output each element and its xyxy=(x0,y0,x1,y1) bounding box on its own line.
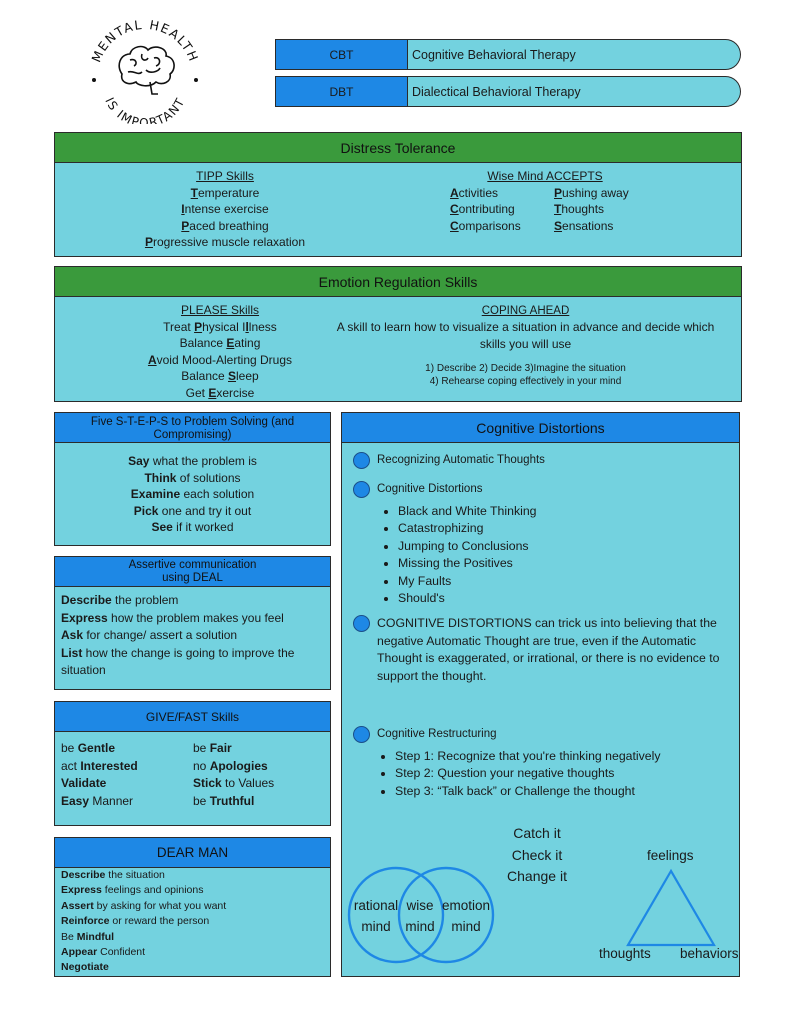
logo-top-text: MENTAL HEALTH xyxy=(88,16,202,65)
givefast-panel xyxy=(54,731,331,826)
accepts-item: Contributing xyxy=(450,202,515,216)
distress-tolerance-header xyxy=(54,132,742,163)
triangle-thoughts-label: thoughts xyxy=(599,946,651,961)
triangle-feelings-label: feelings xyxy=(647,848,694,863)
dearman-item: Be Mindful xyxy=(61,930,115,943)
distortion-item: • Should's xyxy=(398,590,733,608)
distortion-step: Cognitive Distortions • Black and White Thinking • Catastrophizing • Jumping to Conclusions • Missing the Positives • My Faults • Should's xyxy=(353,481,733,608)
distortion-step: Cognitive Restructuring • Step 1: Recognize that you're thinking negatively • Step 2: Question your negative thoughts • Step 3: “Talk back” or Challenge the thought xyxy=(353,726,733,800)
dearman-item: Assert by asking for what you want xyxy=(61,899,227,912)
wise-mind-accepts xyxy=(450,168,670,234)
restructuring-step: • Step 1: Recognize that you're thinking negatively xyxy=(395,748,733,766)
catch-line: Check it xyxy=(511,846,563,863)
catch-line: Catch it xyxy=(513,825,561,841)
cognitive-distortions-header xyxy=(341,412,740,443)
steps-item: Think of solutions xyxy=(144,470,241,485)
distortion-item: • Jumping to Conclusions xyxy=(398,538,733,556)
abbreviation-key: DBT xyxy=(275,76,408,107)
accepts-item: Comparisons xyxy=(450,218,521,233)
steps-panel xyxy=(54,442,331,546)
section-title: DEAR MAN xyxy=(156,845,229,860)
dearman-item: Appear Confident xyxy=(61,946,146,959)
brain-icon xyxy=(80,14,210,124)
emotion-regulation-header xyxy=(54,266,742,297)
coping-steps: 4) Rehearse coping effectively in your mind xyxy=(429,376,622,387)
section-title: Cognitive Distortions xyxy=(476,419,605,436)
fast-item: no Apologies xyxy=(193,758,268,773)
section-title: GIVE/FAST Skills xyxy=(145,709,240,724)
bullet-dot-icon xyxy=(353,452,370,469)
catch-line: Change it xyxy=(507,868,567,884)
fast-item: Stick to Values xyxy=(193,776,275,790)
fast-item: be Truthful xyxy=(193,793,255,808)
bullet-dot-icon xyxy=(353,726,370,743)
distortion-item: • Catastrophizing xyxy=(398,520,733,538)
section-title: Five S-T-E-P-S to Problem Solving (and Compromising) xyxy=(90,416,295,441)
give-item: Validate xyxy=(61,776,107,790)
give-item: act Interested xyxy=(61,758,138,773)
catch-check-change xyxy=(492,823,582,888)
tipp-item: Temperature xyxy=(190,185,260,200)
deal-item: List how the change is going to improve the situation xyxy=(61,645,295,677)
accepts-item: Activities xyxy=(450,185,499,200)
steps-item: See if it worked xyxy=(151,520,234,534)
abbreviation-row-dbt xyxy=(275,76,741,107)
accepts-item: Pushing away xyxy=(554,185,629,200)
abbreviation-value: Dialectical Behavioral Therapy xyxy=(408,76,741,107)
mental-health-logo xyxy=(80,14,210,124)
please-title: PLEASE Skills xyxy=(180,303,260,317)
deal-title: Assertive communication xyxy=(128,559,257,571)
tipp-item: Intense exercise xyxy=(181,202,269,216)
steps-item: Pick one and try it out xyxy=(133,503,252,518)
svg-text:MENTAL HEALTH xyxy=(88,17,201,64)
please-skills xyxy=(135,302,305,401)
triangle-behaviors-label: behaviors xyxy=(680,946,739,961)
please-item: Balance Sleep xyxy=(181,369,259,383)
givefast-header xyxy=(54,701,331,732)
tipp-skills xyxy=(125,168,325,251)
abbreviation-row-cbt xyxy=(275,39,741,70)
venn-wise-label: wise mind xyxy=(405,898,435,934)
deal-header xyxy=(54,556,331,587)
steps-item: Say what the problem is xyxy=(128,454,257,468)
distortion-step: COGNITIVE DISTORTIONS can trick us into believing that the negative Automatic Thought are true, even if the Automatic Thought is exaggerated, or irrational, or there is no evidence to support the thought. xyxy=(353,615,723,685)
steps-header xyxy=(54,412,331,443)
give-item: Easy Manner xyxy=(61,793,134,808)
coping-description: A skill to learn how to visualize a situation in advance and decide which skills you will use xyxy=(336,320,715,351)
restructuring-step: • Step 2: Question your negative thoughts xyxy=(395,765,733,783)
cognitive-distortions-panel xyxy=(341,442,740,977)
deal-item: Ask for change/ assert a solution xyxy=(61,628,238,642)
distress-tolerance-panel xyxy=(54,162,742,257)
bullet-dot-icon xyxy=(353,615,370,632)
coping-steps: 1) Describe 2) Decide 3)Imagine the situation xyxy=(425,363,626,374)
logo-bottom-text: IS IMPORTANT xyxy=(102,94,188,124)
please-item: Avoid Mood-Alerting Drugs xyxy=(147,352,293,367)
coping-ahead xyxy=(333,304,718,388)
dearman-item: Reinforce or reward the person xyxy=(61,915,210,928)
steps-item: Examine each solution xyxy=(130,487,255,501)
dear-man-header xyxy=(54,837,331,868)
bullet-dot-icon xyxy=(353,481,370,498)
deal-item: Express how the problem makes you feel xyxy=(61,610,284,625)
please-item: Treat Physical Illness xyxy=(163,319,277,334)
fast-item: be Fair xyxy=(193,741,232,755)
restructuring-step: • Step 3: “Talk back” or Challenge the thought xyxy=(395,783,733,801)
distortion-item: • My Faults xyxy=(398,573,733,591)
dearman-item: Negotiate xyxy=(61,961,109,974)
deal-panel xyxy=(54,586,331,690)
dearman-item: Express feelings and opinions xyxy=(61,884,204,897)
give-item: be Gentle xyxy=(61,741,116,755)
emotion-regulation-panel xyxy=(54,296,742,402)
section-title: Emotion Regulation Skills xyxy=(318,273,478,290)
venn-emotion-label: emotion mind xyxy=(441,898,491,934)
tipp-item: Paced breathing xyxy=(181,218,269,233)
tipp-item: Progressive muscle relaxation xyxy=(144,235,306,249)
venn-rational-label: rational mind xyxy=(353,898,399,934)
accepts-item: Sensations xyxy=(554,218,614,233)
please-item: Get Exercise xyxy=(185,385,255,400)
distortion-item: • Black and White Thinking xyxy=(398,503,733,521)
dear-man-panel xyxy=(54,867,331,977)
distortion-list xyxy=(398,503,733,608)
section-title: Distress Tolerance xyxy=(340,139,456,156)
restructuring-list xyxy=(395,748,733,801)
accepts-item: Thoughts xyxy=(554,202,605,216)
coping-title: COPING AHEAD xyxy=(481,305,570,317)
cbt-triangle-diagram xyxy=(624,867,718,949)
triangle-shape xyxy=(628,871,714,945)
distortion-step: Recognizing Automatic Thoughts xyxy=(353,452,545,470)
deal-item: Describe the problem xyxy=(61,593,179,607)
accepts-title: Wise Mind ACCEPTS xyxy=(487,169,603,183)
svg-text:IS IMPORTANT xyxy=(102,95,187,124)
abbreviation-value: Cognitive Behavioral Therapy xyxy=(408,39,741,70)
deal-title: using DEAL xyxy=(162,572,223,584)
tipp-title: TIPP Skills xyxy=(196,169,254,183)
dearman-item: Describe the situation xyxy=(61,869,165,881)
abbreviation-key: CBT xyxy=(275,39,408,70)
distortion-item: • Missing the Positives xyxy=(398,555,733,573)
please-item: Balance Eating xyxy=(179,336,261,350)
